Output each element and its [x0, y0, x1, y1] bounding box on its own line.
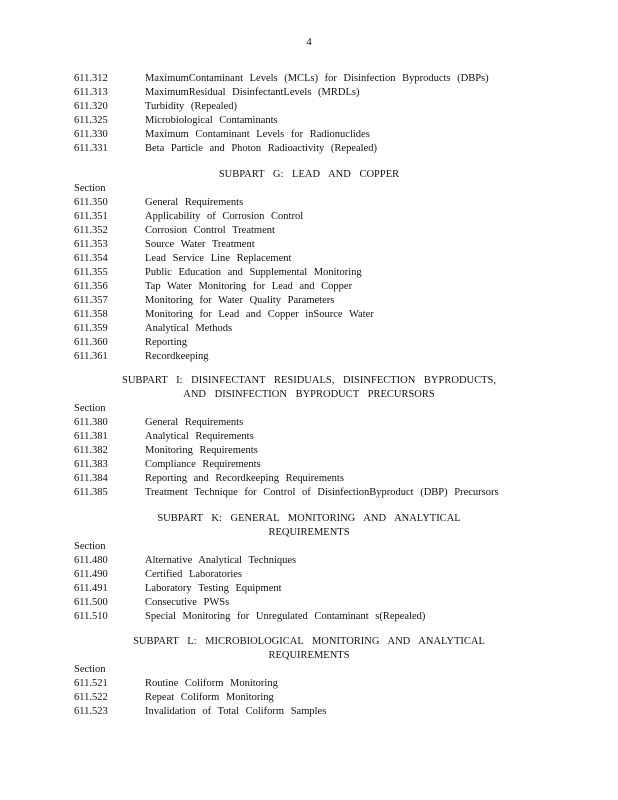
- list-item: [74, 72, 544, 86]
- section-title: Routine Coliform Monitoring: [145, 678, 278, 689]
- list-item: [74, 128, 544, 142]
- section-list-subpart-l: [74, 663, 544, 719]
- section-number: 611.384: [74, 473, 108, 484]
- section-number: 611.491: [74, 583, 108, 594]
- section-list-subpart-k: [74, 540, 544, 624]
- section-number: 611.382: [74, 445, 108, 456]
- section-number: 611.383: [74, 459, 108, 470]
- section-number: 611.358: [74, 309, 108, 320]
- list-item: [74, 294, 544, 308]
- subpart-i-heading-line-2: AND DISINFECTION BYPRODUCT PRECURSORS: [183, 389, 435, 400]
- section-title: Repeat Coliform Monitoring: [145, 692, 274, 703]
- list-item: [74, 224, 544, 238]
- list-item: [74, 582, 544, 596]
- list-item: [74, 554, 544, 568]
- section-title: General Requirements: [145, 197, 244, 208]
- section-list-subpart-i: [74, 402, 544, 500]
- subpart-i-heading-line-1: SUBPART I: DISINFECTANT RESIDUALS, DISINFECTION BYPRODUCTS,: [121, 375, 496, 386]
- section-title: Corrosion Control Treatment: [145, 225, 275, 236]
- section-title: Invalidation of Total Coliform Samples: [145, 706, 327, 717]
- section-title: Reporting: [145, 337, 187, 348]
- section-number: 611.380: [74, 417, 108, 428]
- list-item: [74, 705, 544, 719]
- list-item: [74, 486, 544, 500]
- section-title: Alternative Analytical Techniques: [145, 555, 297, 566]
- list-item: [74, 322, 544, 336]
- section-number: 611.522: [74, 692, 108, 703]
- list-item: [74, 86, 544, 100]
- section-title: Laboratory Testing Equipment: [145, 583, 282, 594]
- section-number: 611.354: [74, 253, 108, 264]
- section-title: Consecutive PWSs: [145, 597, 230, 608]
- section-title: General Requirements: [145, 417, 244, 428]
- list-item: [74, 350, 544, 364]
- section-number: 611.325: [74, 115, 108, 126]
- list-item: [74, 568, 544, 582]
- section-number: 611.350: [74, 197, 108, 208]
- subpart-l-heading-line-2: REQUIREMENTS: [268, 650, 350, 661]
- list-item: [74, 430, 544, 444]
- section-title: Source Water Treatment: [145, 239, 255, 250]
- section-list-subpart-g: [74, 182, 544, 364]
- list-item: [74, 100, 544, 114]
- list-item: [74, 280, 544, 294]
- section-title: Monitoring for Lead and Copper inSource Water: [145, 309, 374, 320]
- section-number: 611.521: [74, 678, 108, 689]
- section-title: Analytical Methods: [145, 323, 233, 334]
- section-title: Lead Service Line Replacement: [145, 253, 292, 264]
- section-title: Tap Water Monitoring for Lead and Copper: [145, 281, 353, 292]
- list-item: [74, 444, 544, 458]
- subpart-l-heading-line-1: SUBPART L: MICROBIOLOGICAL MONITORING AND ANALYTICAL: [133, 636, 485, 647]
- section-number: 611.500: [74, 597, 108, 608]
- list-item: [74, 114, 544, 128]
- section-number: 611.359: [74, 323, 108, 334]
- section-number: 611.313: [74, 87, 108, 98]
- section-number: 611.385: [74, 487, 108, 498]
- section-number: 611.356: [74, 281, 108, 292]
- subpart-g-heading: SUBPART G: LEAD AND COPPER: [218, 169, 400, 180]
- section-number: 611.352: [74, 225, 108, 236]
- list-item: [74, 266, 544, 280]
- section-title: Special Monitoring for Unregulated Contaminant s(Repealed): [145, 611, 426, 622]
- section-title: Treatment Technique for Control of DisinfectionByproduct (DBP) Precursors: [145, 487, 499, 498]
- section-title: Beta Particle and Photon Radioactivity (Repealed): [145, 143, 377, 154]
- section-title: Microbiological Contaminants: [145, 115, 278, 126]
- list-item: [74, 308, 544, 322]
- list-item: [74, 416, 544, 430]
- section-label: Section: [74, 664, 106, 675]
- section-number: 611.381: [74, 431, 108, 442]
- section-title: Public Education and Supplemental Monitoring: [145, 267, 362, 278]
- list-item: [74, 472, 544, 486]
- list-item: [74, 610, 544, 624]
- section-title: Reporting and Recordkeeping Requirements: [145, 473, 344, 484]
- section-title: Monitoring for Water Quality Parameters: [145, 295, 335, 306]
- section-number: 611.355: [74, 267, 108, 278]
- list-item: [74, 596, 544, 610]
- section-number: 611.360: [74, 337, 108, 348]
- section-label: Section: [74, 541, 106, 552]
- section-title: Turbidity (Repealed): [145, 101, 237, 112]
- subpart-k-heading-line-2: REQUIREMENTS: [268, 527, 350, 538]
- section-title: Analytical Requirements: [145, 431, 254, 442]
- section-title: MaximumContaminant Levels (MCLs) for Disinfection Byproducts (DBPs): [145, 73, 489, 84]
- list-item: [74, 196, 544, 210]
- section-number: 611.312: [74, 73, 108, 84]
- list-item: [74, 252, 544, 266]
- page-number: 4: [306, 36, 312, 48]
- list-item: [74, 677, 544, 691]
- section-title: Monitoring Requirements: [145, 445, 258, 456]
- section-title: Compliance Requirements: [145, 459, 261, 470]
- list-item: [74, 691, 544, 705]
- section-title: Maximum Contaminant Levels for Radionuclides: [145, 129, 370, 140]
- section-number: 611.330: [74, 129, 108, 140]
- section-title: Applicability of Corrosion Control: [145, 211, 304, 222]
- section-title: Certified Laboratories: [145, 569, 243, 580]
- section-number: 611.523: [74, 706, 108, 717]
- section-label: Section: [74, 183, 106, 194]
- section-title: MaximumResidual DisinfectantLevels (MRDLs): [145, 87, 360, 98]
- section-number: 611.490: [74, 569, 108, 580]
- section-number: 611.331: [74, 143, 108, 154]
- section-number: 611.353: [74, 239, 108, 250]
- section-number: 611.351: [74, 211, 108, 222]
- subpart-k-heading-line-1: SUBPART K: GENERAL MONITORING AND ANALYTICAL: [157, 513, 461, 524]
- list-item: [74, 336, 544, 350]
- list-item: [74, 458, 544, 472]
- section-number: 611.510: [74, 611, 108, 622]
- section-number: 611.357: [74, 295, 108, 306]
- section-list-subpart-f-continued: [74, 72, 544, 156]
- section-number: 611.480: [74, 555, 108, 566]
- section-number: 611.361: [74, 351, 108, 362]
- list-item: [74, 238, 544, 252]
- list-item: [74, 210, 544, 224]
- list-item: [74, 142, 544, 156]
- section-label: Section: [74, 403, 106, 414]
- section-title: Recordkeeping: [145, 351, 209, 362]
- section-number: 611.320: [74, 101, 108, 112]
